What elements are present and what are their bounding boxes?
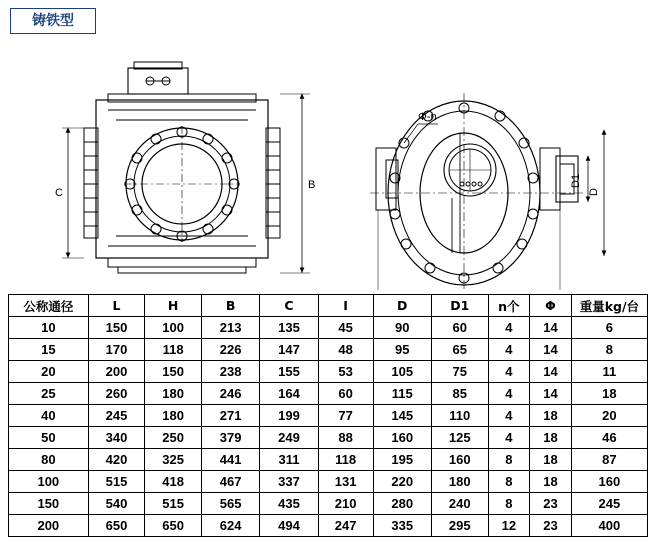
cell-weight: 245 [571,493,647,515]
cell-phi: 14 [530,317,572,339]
cell-l: 650 [88,515,145,537]
cell-c: 337 [260,471,318,493]
dim-label-c: C [55,187,63,199]
cell-d1: 110 [431,405,488,427]
cell-d1: 85 [431,383,488,405]
cell-h: 650 [145,515,202,537]
header-l: L [88,295,145,317]
cell-phi: 14 [530,339,572,361]
cell-weight: 160 [571,471,647,493]
cell-i: 131 [318,471,373,493]
cell-nominal-diameter: 100 [9,471,89,493]
cell-n: 8 [488,471,530,493]
cell-h: 418 [145,471,202,493]
cell-h: 180 [145,405,202,427]
cell-b: 441 [201,449,259,471]
cell-i: 247 [318,515,373,537]
cell-d1: 125 [431,427,488,449]
cell-i: 118 [318,449,373,471]
cell-i: 45 [318,317,373,339]
cell-d: 115 [373,383,431,405]
table-row [9,339,648,361]
cell-h: 250 [145,427,202,449]
cell-l: 515 [88,471,145,493]
cell-weight: 8 [571,339,647,361]
header-b: B [201,295,259,317]
cell-n: 4 [488,427,530,449]
cell-d1: 60 [431,317,488,339]
cell-c: 311 [260,449,318,471]
cell-phi: 18 [530,405,572,427]
cell-h: 180 [145,383,202,405]
cell-d1: 240 [431,493,488,515]
cell-b: 246 [201,383,259,405]
cell-i: 53 [318,361,373,383]
cell-b: 624 [201,515,259,537]
cell-n: 4 [488,339,530,361]
cell-nominal-diameter: 80 [9,449,89,471]
cell-c: 249 [260,427,318,449]
cell-nominal-diameter: 25 [9,383,89,405]
cell-d: 335 [373,515,431,537]
cell-d: 105 [373,361,431,383]
cell-d1: 160 [431,449,488,471]
cell-l: 150 [88,317,145,339]
cell-n: 4 [488,383,530,405]
header-d: D [373,295,431,317]
cell-n: 8 [488,449,530,471]
cell-l: 540 [88,493,145,515]
cell-i: 210 [318,493,373,515]
header-n: n个 [488,295,530,317]
cell-d: 90 [373,317,431,339]
cell-d: 280 [373,493,431,515]
cell-d1: 75 [431,361,488,383]
cell-n: 4 [488,405,530,427]
cell-phi: 18 [530,449,572,471]
cell-c: 435 [260,493,318,515]
cell-h: 325 [145,449,202,471]
table-row [9,317,648,339]
table-row [9,471,648,493]
cell-d1: 65 [431,339,488,361]
cell-d: 220 [373,471,431,493]
cell-i: 60 [318,383,373,405]
cell-h: 118 [145,339,202,361]
dim-label-phi-n: Φ-n [418,111,437,123]
spec-table [8,294,648,537]
spec-table-wrapper [8,294,648,537]
cell-weight: 18 [571,383,647,405]
cell-c: 147 [260,339,318,361]
cell-h: 515 [145,493,202,515]
cell-nominal-diameter: 15 [9,339,89,361]
cell-l: 340 [88,427,145,449]
cell-h: 100 [145,317,202,339]
cell-d: 145 [373,405,431,427]
header-i: I [318,295,373,317]
cell-c: 164 [260,383,318,405]
table-row [9,405,648,427]
cell-n: 4 [488,361,530,383]
table-row [9,383,648,405]
cell-i: 48 [318,339,373,361]
page-title: 铸铁型 [32,13,74,29]
table-row [9,361,648,383]
cell-b: 226 [201,339,259,361]
cell-d: 95 [373,339,431,361]
cell-d1: 295 [431,515,488,537]
table-row [9,493,648,515]
cell-b: 271 [201,405,259,427]
cell-c: 155 [260,361,318,383]
cell-nominal-diameter: 20 [9,361,89,383]
cell-phi: 23 [530,493,572,515]
cell-b: 213 [201,317,259,339]
cell-i: 88 [318,427,373,449]
cell-l: 200 [88,361,145,383]
table-row [9,427,648,449]
cell-b: 238 [201,361,259,383]
cell-n: 4 [488,317,530,339]
header-d1: D1 [431,295,488,317]
table-header-row [9,295,648,317]
cell-l: 420 [88,449,145,471]
dim-label-d1: D1 [570,173,582,188]
dim-label-b: B [308,179,316,191]
cell-weight: 20 [571,405,647,427]
table-row [9,515,648,537]
cell-nominal-diameter: 40 [9,405,89,427]
cell-d1: 180 [431,471,488,493]
cell-weight: 87 [571,449,647,471]
cell-weight: 6 [571,317,647,339]
cell-weight: 400 [571,515,647,537]
cell-d: 195 [373,449,431,471]
cell-l: 170 [88,339,145,361]
cell-n: 8 [488,493,530,515]
cell-l: 260 [88,383,145,405]
technical-drawing [0,38,656,290]
cell-nominal-diameter: 50 [9,427,89,449]
header-nominal-diameter: 公称通径 [9,295,89,317]
cell-weight: 46 [571,427,647,449]
header-c: C [260,295,318,317]
cell-weight: 11 [571,361,647,383]
header-h: H [145,295,202,317]
table-row [9,449,648,471]
cell-l: 245 [88,405,145,427]
cell-phi: 23 [530,515,572,537]
cell-nominal-diameter: 10 [9,317,89,339]
cell-phi: 18 [530,427,572,449]
cell-d: 160 [373,427,431,449]
cell-n: 12 [488,515,530,537]
cell-i: 77 [318,405,373,427]
cell-phi: 18 [530,471,572,493]
spec-table-head [9,295,648,317]
cell-c: 199 [260,405,318,427]
cell-phi: 14 [530,361,572,383]
cell-b: 565 [201,493,259,515]
cell-c: 135 [260,317,318,339]
spec-table-body [9,317,648,537]
header-phi: Φ [530,295,572,317]
cell-nominal-diameter: 200 [9,515,89,537]
cell-h: 150 [145,361,202,383]
dim-label-d: D [588,188,600,196]
drawing-svg [0,38,656,290]
cell-b: 467 [201,471,259,493]
cell-b: 379 [201,427,259,449]
cell-c: 494 [260,515,318,537]
cell-phi: 14 [530,383,572,405]
cell-nominal-diameter: 150 [9,493,89,515]
header-weight: 重量kg/台 [571,295,647,317]
